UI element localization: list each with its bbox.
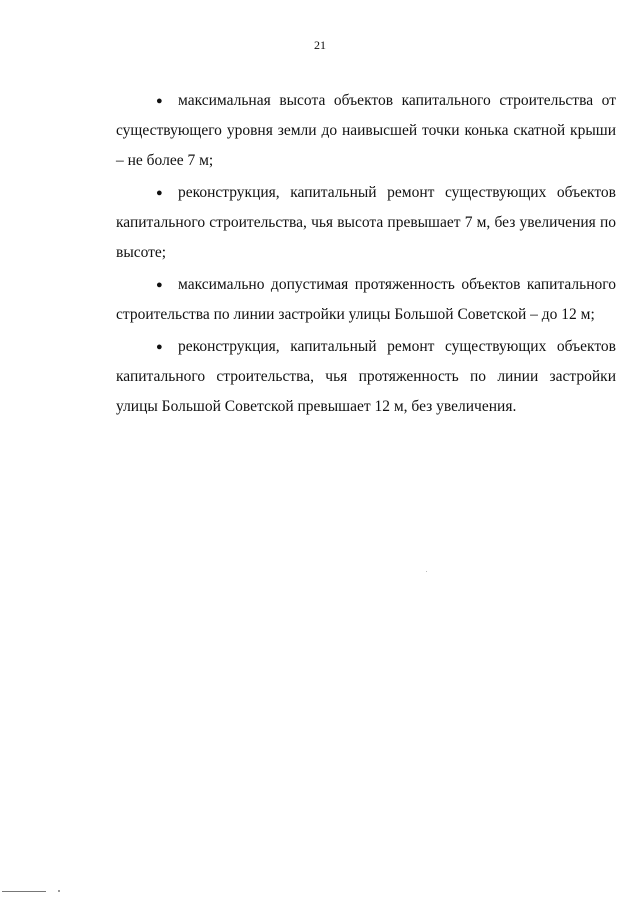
scan-edge-dot: [58, 890, 60, 892]
list-item-text: максимально допустимая протяженность объектов капитального строительства по линии застройки улицы Большой Советской – до 12 м;: [116, 276, 616, 323]
list-item-text: реконструкция, капитальный ремонт существующих объектов капитального строительства, чья протяженность по линии застройки улицы Большой Советской превышает 12 м, без увеличения.: [116, 338, 616, 415]
bullet-icon: ●: [156, 95, 163, 107]
document-body: [116, 86, 616, 424]
scan-edge-mark: [2, 891, 46, 892]
list-item-text: реконструкция, капитальный ремонт существующих объектов капитального строительства, чья высота превышает 7 м, без увеличения по высоте;: [116, 184, 616, 261]
bullet-icon: ●: [156, 341, 163, 353]
bullet-icon: ●: [156, 279, 163, 291]
list-item: [116, 332, 616, 422]
list-item: [116, 178, 616, 268]
list-item: [116, 270, 616, 330]
bullet-icon: ●: [156, 187, 163, 199]
list-item: [116, 86, 616, 176]
list-item-text: максимальная высота объектов капитального строительства от существующего уровня земли до наивысшей точки конька скатной крыши – не более 7 м;: [116, 92, 616, 169]
scan-speck: [426, 571, 427, 572]
page-number: 21: [314, 38, 326, 52]
